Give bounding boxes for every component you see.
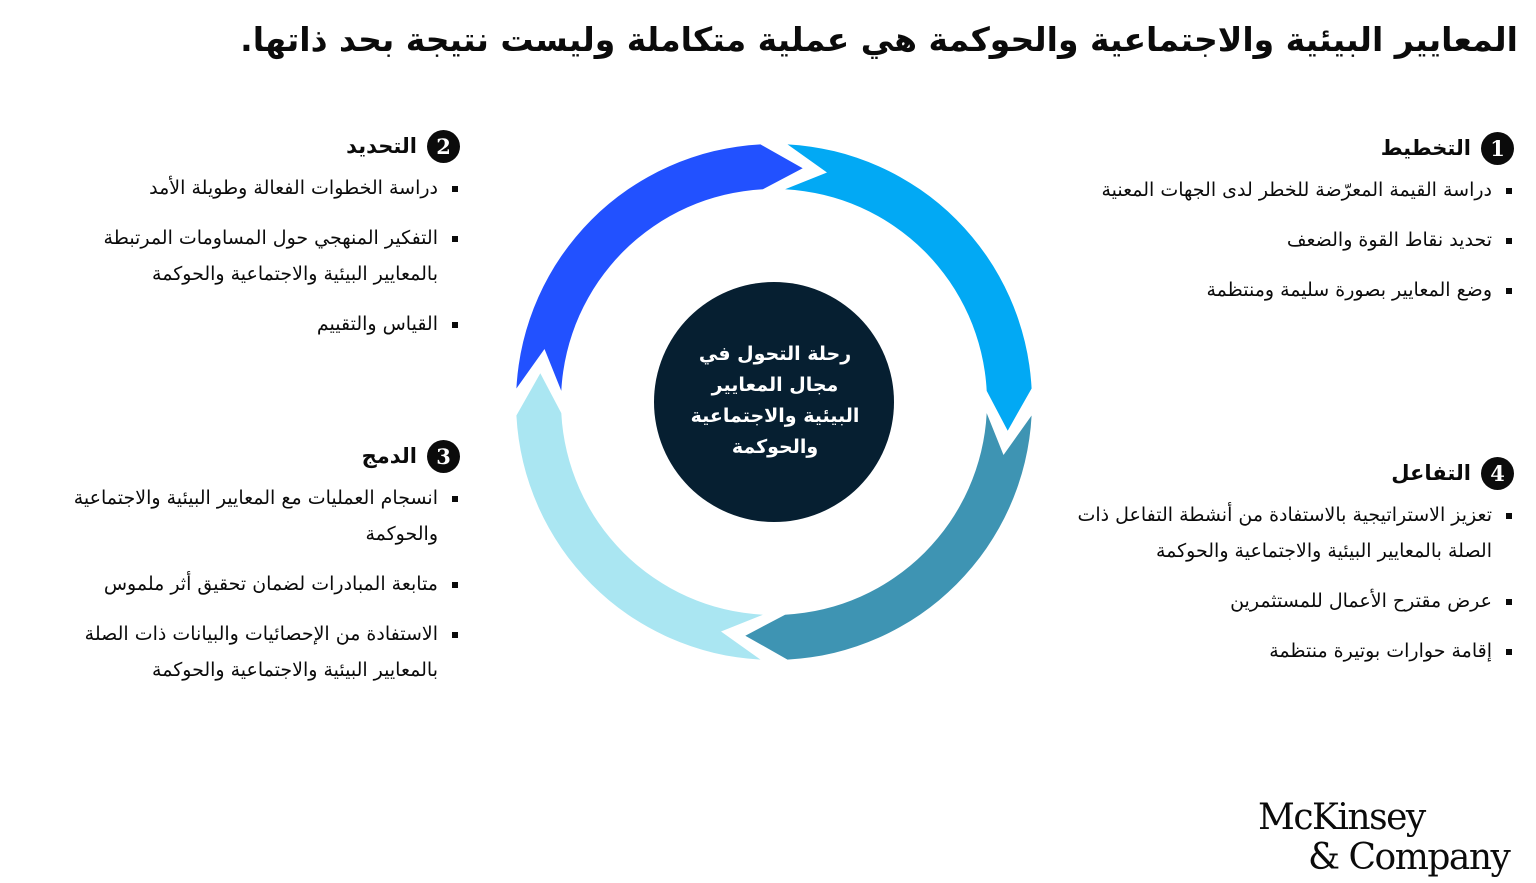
section-title: التحديد xyxy=(346,134,417,158)
bullet-item: إقامة حوارات بوتيرة منتظمة xyxy=(1054,633,1514,669)
bullet-item: انسجام العمليات مع المعايير البيئية والاجتماعية والحوكمة xyxy=(40,480,460,552)
section-header xyxy=(40,436,460,476)
bullet-list xyxy=(1054,497,1514,669)
bullet-item: تعزيز الاستراتيجية بالاستفادة من أنشطة التفاعل ذات الصلة بالمعايير البيئية والاجتماعية والحوكمة xyxy=(1054,497,1514,569)
step-number-badge: 1 xyxy=(1481,132,1514,165)
step-number-badge: 3 xyxy=(427,440,460,473)
bullet-item: تحديد نقاط القوة والضعف xyxy=(1074,222,1514,258)
bullet-item: دراسة القيمة المعرّضة للخطر لدى الجهات المعنية xyxy=(1074,172,1514,208)
bullet-item: التفكير المنهجي حول المساومات المرتبطة بالمعايير البيئية والاجتماعية والحوكمة xyxy=(40,220,460,292)
bullet-item: وضع المعايير بصورة سليمة ومنتظمة xyxy=(1074,272,1514,308)
step-number-badge: 2 xyxy=(427,130,460,163)
section-engagement xyxy=(1054,453,1514,669)
bullet-item: عرض مقترح الأعمال للمستثمرين xyxy=(1054,583,1514,619)
logo-line-2: & Company xyxy=(1308,837,1510,878)
bullet-item: القياس والتقييم xyxy=(40,306,460,342)
section-title: التفاعل xyxy=(1391,461,1471,485)
center-label: رحلة التحول في مجال المعايير البيئية والاجتماعية والحوكمة xyxy=(690,343,860,458)
section-header xyxy=(1074,128,1514,168)
bullet-list xyxy=(40,480,460,688)
section-title: التخطيط xyxy=(1380,136,1471,160)
bullet-list xyxy=(40,170,460,342)
section-title: الدمج xyxy=(361,444,417,468)
bullet-item: دراسة الخطوات الفعالة وطويلة الأمد xyxy=(40,170,460,206)
section-planning xyxy=(1074,128,1514,308)
bullet-item: الاستفادة من الإحصائيات والبيانات ذات الصلة بالمعايير البيئية والاجتماعية والحوكمة xyxy=(40,616,460,688)
section-definition xyxy=(40,126,460,342)
section-header xyxy=(1054,453,1514,493)
logo-line-1: McKinsey xyxy=(1258,797,1425,838)
bullet-item: متابعة المبادرات لضمان تحقيق أثر ملموس xyxy=(40,566,460,602)
page-title: المعايير البيئية والاجتماعية والحوكمة هي عملية متكاملة وليست نتيجة بحد ذاتها. xyxy=(240,20,1518,59)
step-number-badge: 4 xyxy=(1481,457,1514,490)
cycle-diagram xyxy=(514,140,1034,662)
mckinsey-logo xyxy=(1256,798,1516,878)
section-header xyxy=(40,126,460,166)
bullet-list xyxy=(1074,172,1514,308)
section-integration xyxy=(40,436,460,688)
